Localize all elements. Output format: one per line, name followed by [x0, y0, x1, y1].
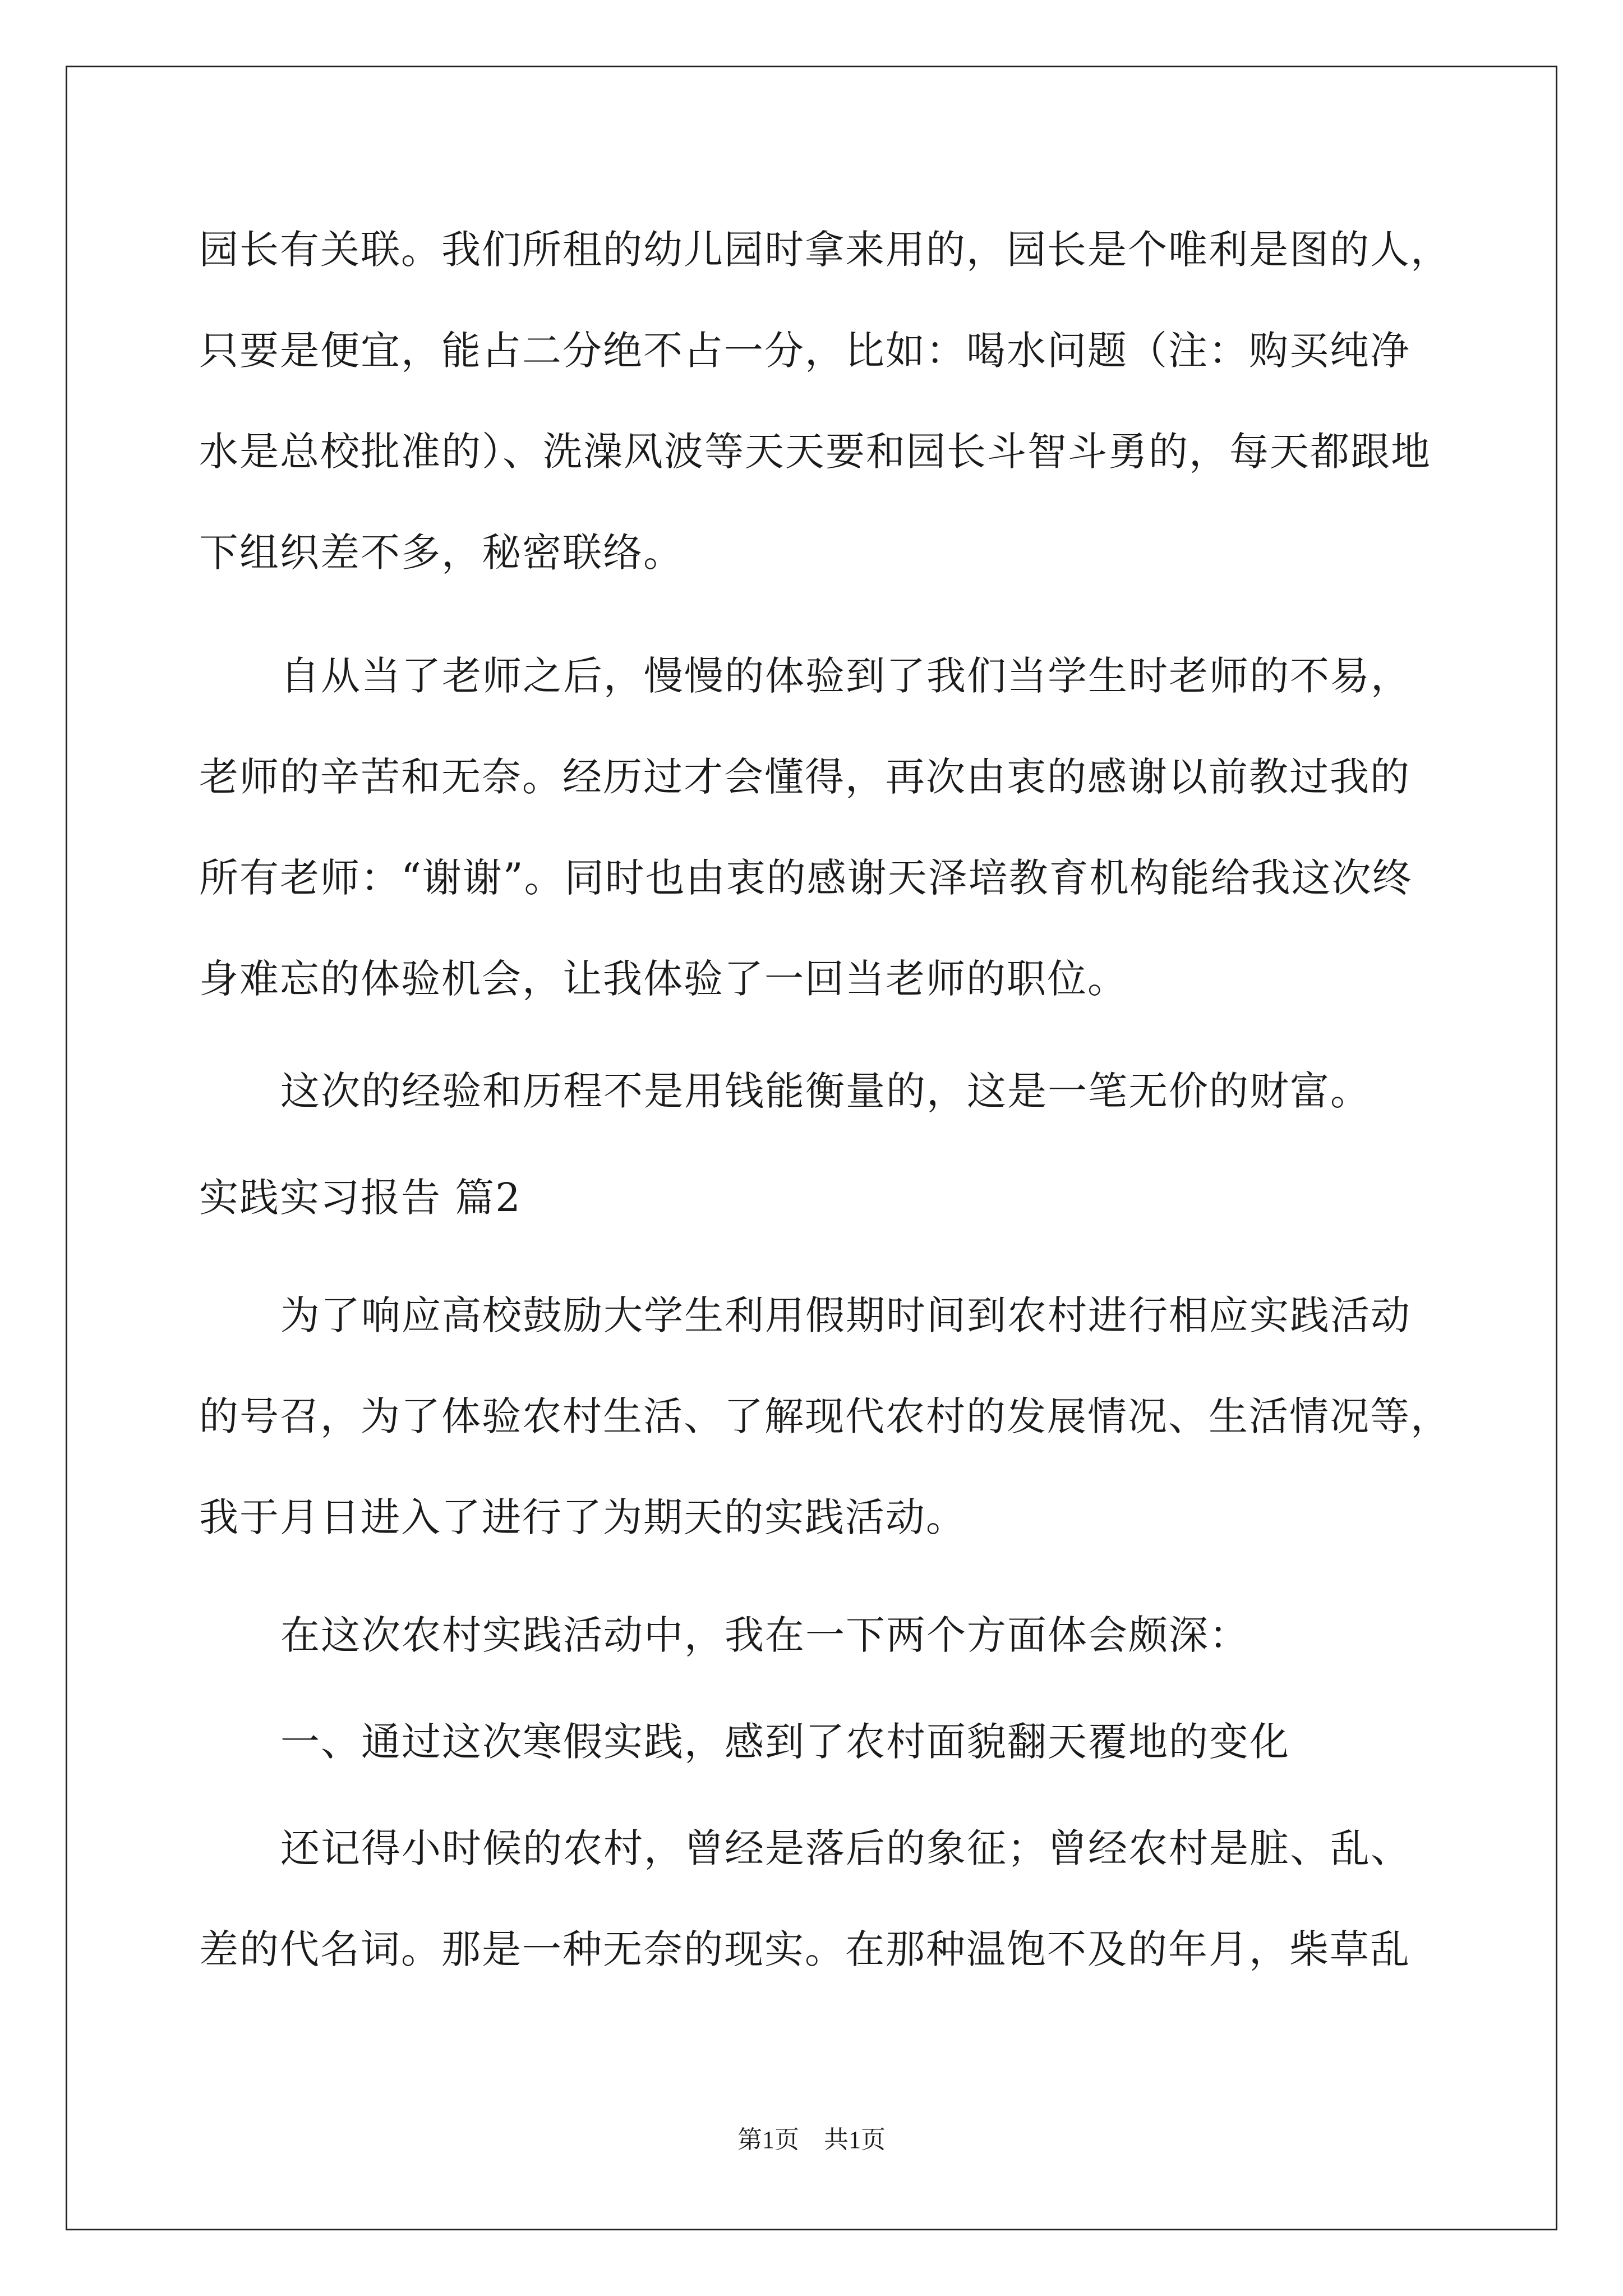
paragraph-2-line-4: 身难忘的体验机会，让我体验了一回当老师的职位。 [199, 956, 1128, 1002]
page-footer: 第1页 共1页 [737, 2126, 886, 2154]
paragraph-1-line-3: 水是总校批准的）、洗澡风波等天天要和园长斗智斗勇的，每天都跟地 [199, 429, 1431, 475]
paragraph-2-line-2: 老师的辛苦和无奈。经历过才会懂得，再次由衷的感谢以前教过我的 [199, 754, 1410, 800]
paragraph-1-line-4: 下组织差不多，秘密联络。 [199, 530, 684, 576]
section2-paragraph-1-line-2: 的号召，为了体验农村生活、了解现代农村的发展情况、生活情况等， [199, 1393, 1451, 1439]
page-border [66, 66, 1557, 2230]
section2-paragraph-1-line-1: 为了响应高校鼓励大学生利用假期时间到农村进行相应实践活动 [280, 1292, 1411, 1338]
section2-paragraph-1-line-3: 我于月日进入了进行了为期天的实践活动。 [199, 1494, 966, 1540]
section-heading: 实践实习报告 篇2 [199, 1175, 522, 1221]
section2-paragraph-4-line-2: 差的代名词。那是一种无奈的现实。在那种温饱不及的年月，柴草乱 [199, 1926, 1410, 1972]
paragraph-1-line-1: 园长有关联。我们所租的幼儿园时拿来用的，园长是个唯利是图的人， [199, 227, 1451, 273]
section2-paragraph-4-line-1: 还记得小时候的农村，曾经是落后的象征；曾经农村是脏、乱、 [280, 1825, 1411, 1871]
paragraph-2-line-1: 自从当了老师之后，慢慢的体验到了我们当学生时老师的不易， [280, 653, 1411, 699]
section2-paragraph-3-line-1: 一、通过这次寒假实践，感到了农村面貌翻天覆地的变化 [280, 1719, 1290, 1765]
paragraph-2-line-3: 所有老师：“谢谢”。同时也由衷的感谢天泽培教育机构能给我这次终 [199, 855, 1413, 901]
section2-paragraph-2-line-1: 在这次农村实践活动中，我在一下两个方面体会颇深： [280, 1612, 1249, 1658]
paragraph-1-line-2: 只要是便宜，能占二分绝不占一分，比如：喝水问题（注：购买纯净 [199, 328, 1410, 374]
paragraph-3-line-1: 这次的经验和历程不是用钱能衡量的，这是一笔无价的财富。 [280, 1068, 1371, 1114]
